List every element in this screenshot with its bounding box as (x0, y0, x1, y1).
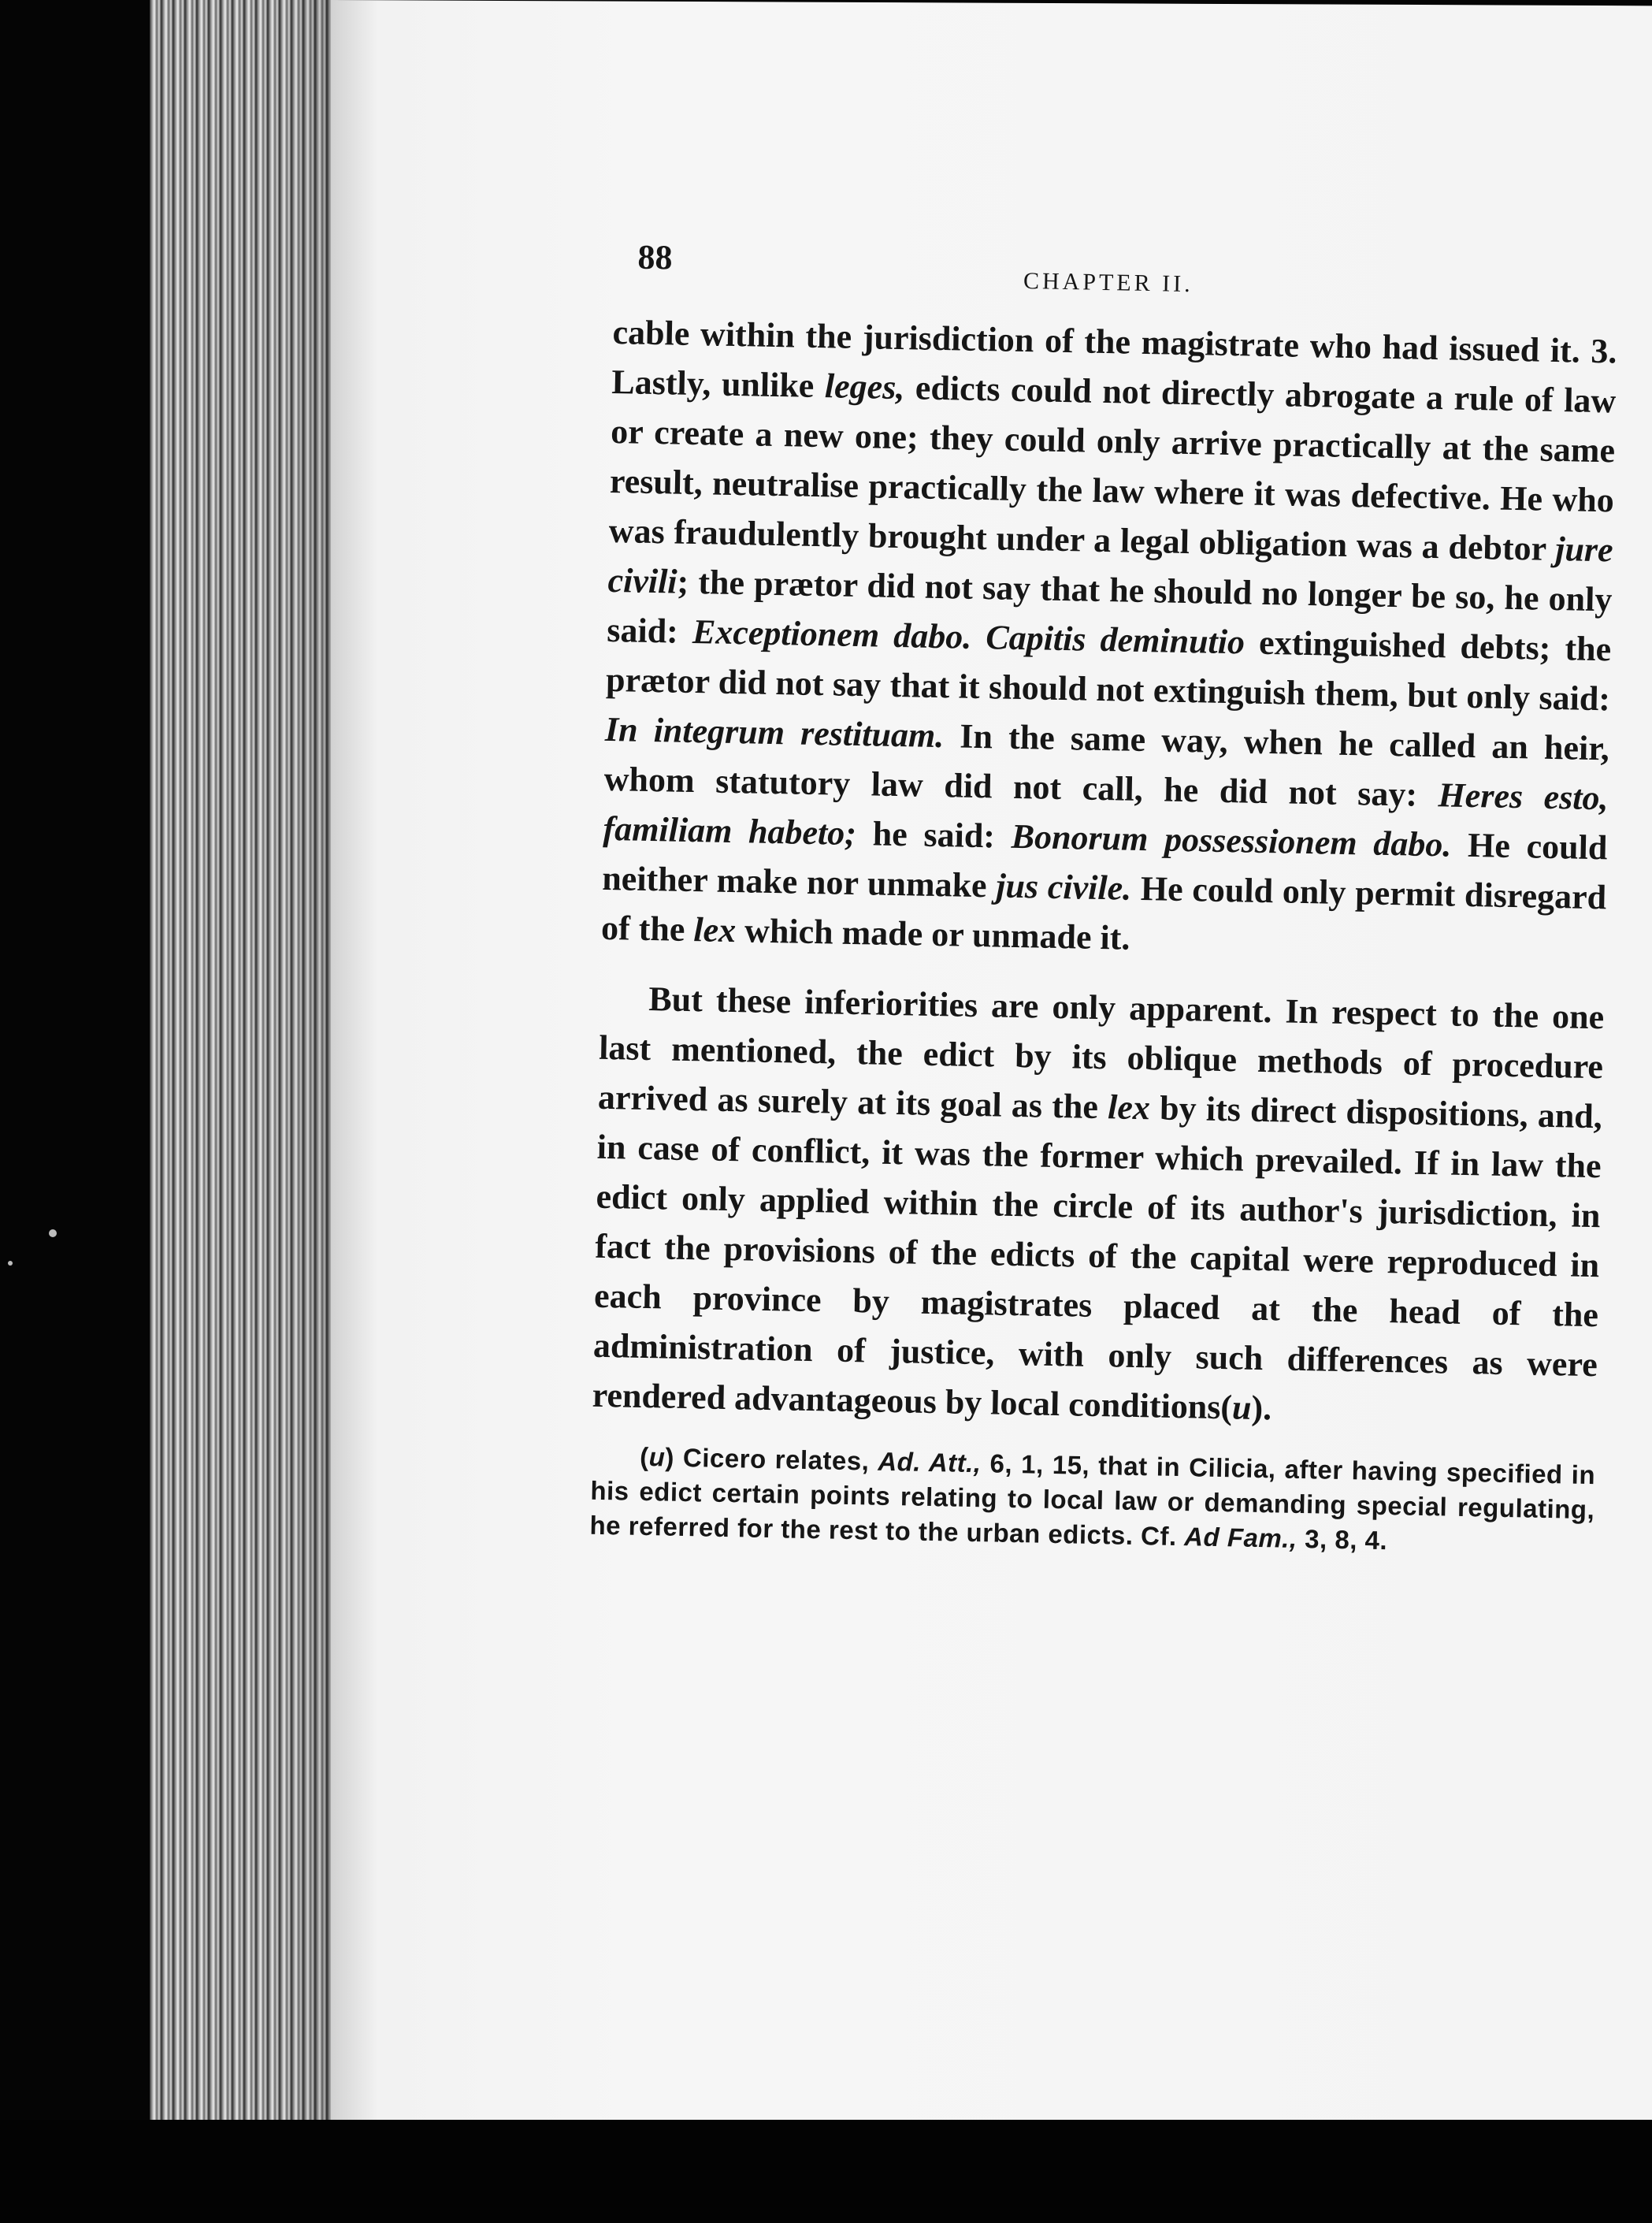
scan-speck (8, 1261, 13, 1266)
body-text-run: He could only permit disregard of the (600, 868, 1607, 950)
footnote-text-run: ) Cicero relates, (665, 1442, 878, 1476)
body-text-run: In the same way, when he called an heir, whom statutory law did not call, he did not say: (603, 716, 1610, 815)
scan-speck (49, 1229, 57, 1237)
page-number: 88 (637, 237, 673, 277)
footnote-text-run: ( (639, 1441, 650, 1472)
body-italic-run: lex (1107, 1087, 1151, 1128)
footnote-italic-run: Ad Fam., (1183, 1522, 1297, 1553)
body-text-run: He could neither make nor unmake (601, 825, 1608, 905)
footnote (589, 1439, 1595, 1562)
footnote-text-run: 6, 1, 15, that in Cilicia, after having specified in his edict certain points relating to local law or demanding special regulating, he referred for the rest to the urban edicts. Cf. (589, 1448, 1596, 1552)
body-text-run: extinguished debts; the prætor did not say that it should not extinguish them, but only said: (605, 623, 1612, 719)
body-text-run: But these inferiorities are only apparent. In respect to the one last mentioned, the edict by its oblique methods of procedure arrived as surely at its goal as the (597, 980, 1605, 1127)
body-italic-run: lex (692, 910, 737, 950)
body-text-run: cable within the jurisdiction of the magistrate who had issued it. 3. Lastly, unlike (611, 312, 1617, 406)
body-text-run: by its direct dispositions, and, in case of conflict, it was the former which prevailed. If in law the edict only applied within the circle of its author's jurisdiction, in fact the provisions of the edicts of the capital were reproduced in each province by magistrates placed at the head of the administration of justice, with only such differences as were rendered advantageous by local conditions( (592, 1088, 1603, 1427)
body-italic-run: jure civili (607, 530, 1614, 601)
scan-bottom-border (0, 2120, 1652, 2223)
paragraph-2 (592, 973, 1605, 1439)
page-content (589, 236, 1619, 1562)
running-head: CHAPTER II. (1023, 267, 1194, 298)
body-italic-run: Bonorum possessionem dabo. (1011, 816, 1452, 864)
body-text-run: he said: (856, 814, 1012, 856)
paragraph-1 (601, 307, 1617, 972)
footnote-italic-run: u (648, 1442, 666, 1472)
body-italic-run: u (1231, 1388, 1253, 1427)
body-text-run: edicts could not directly abrogate a rule of law or create a new one; they could only arrive practically at the same result, neutralise practically the law where it was defective. He who was fraudulently brought under a legal obligation was a debtor (608, 368, 1617, 568)
body-text-run: ). (1251, 1388, 1272, 1428)
body-text-run: which made or unmade it. (735, 911, 1130, 957)
body-italic-run: In integrum restituam. (604, 709, 945, 756)
footnote-italic-run: Ad. Att., (878, 1446, 982, 1478)
footnote-text-run: 3, 8, 4. (1297, 1523, 1388, 1556)
body-italic-run: Heres esto, familiam habeto; (603, 775, 1609, 853)
body-text-run: ; the prætor did not say that he should no longer be so, he only said: (606, 562, 1613, 651)
body-italic-run: leges, (824, 366, 905, 407)
body-italic-run: jus civile. (995, 866, 1132, 908)
body-text (592, 307, 1617, 1439)
body-italic-run: Exceptionem dabo. Capitis deminutio (692, 612, 1245, 662)
